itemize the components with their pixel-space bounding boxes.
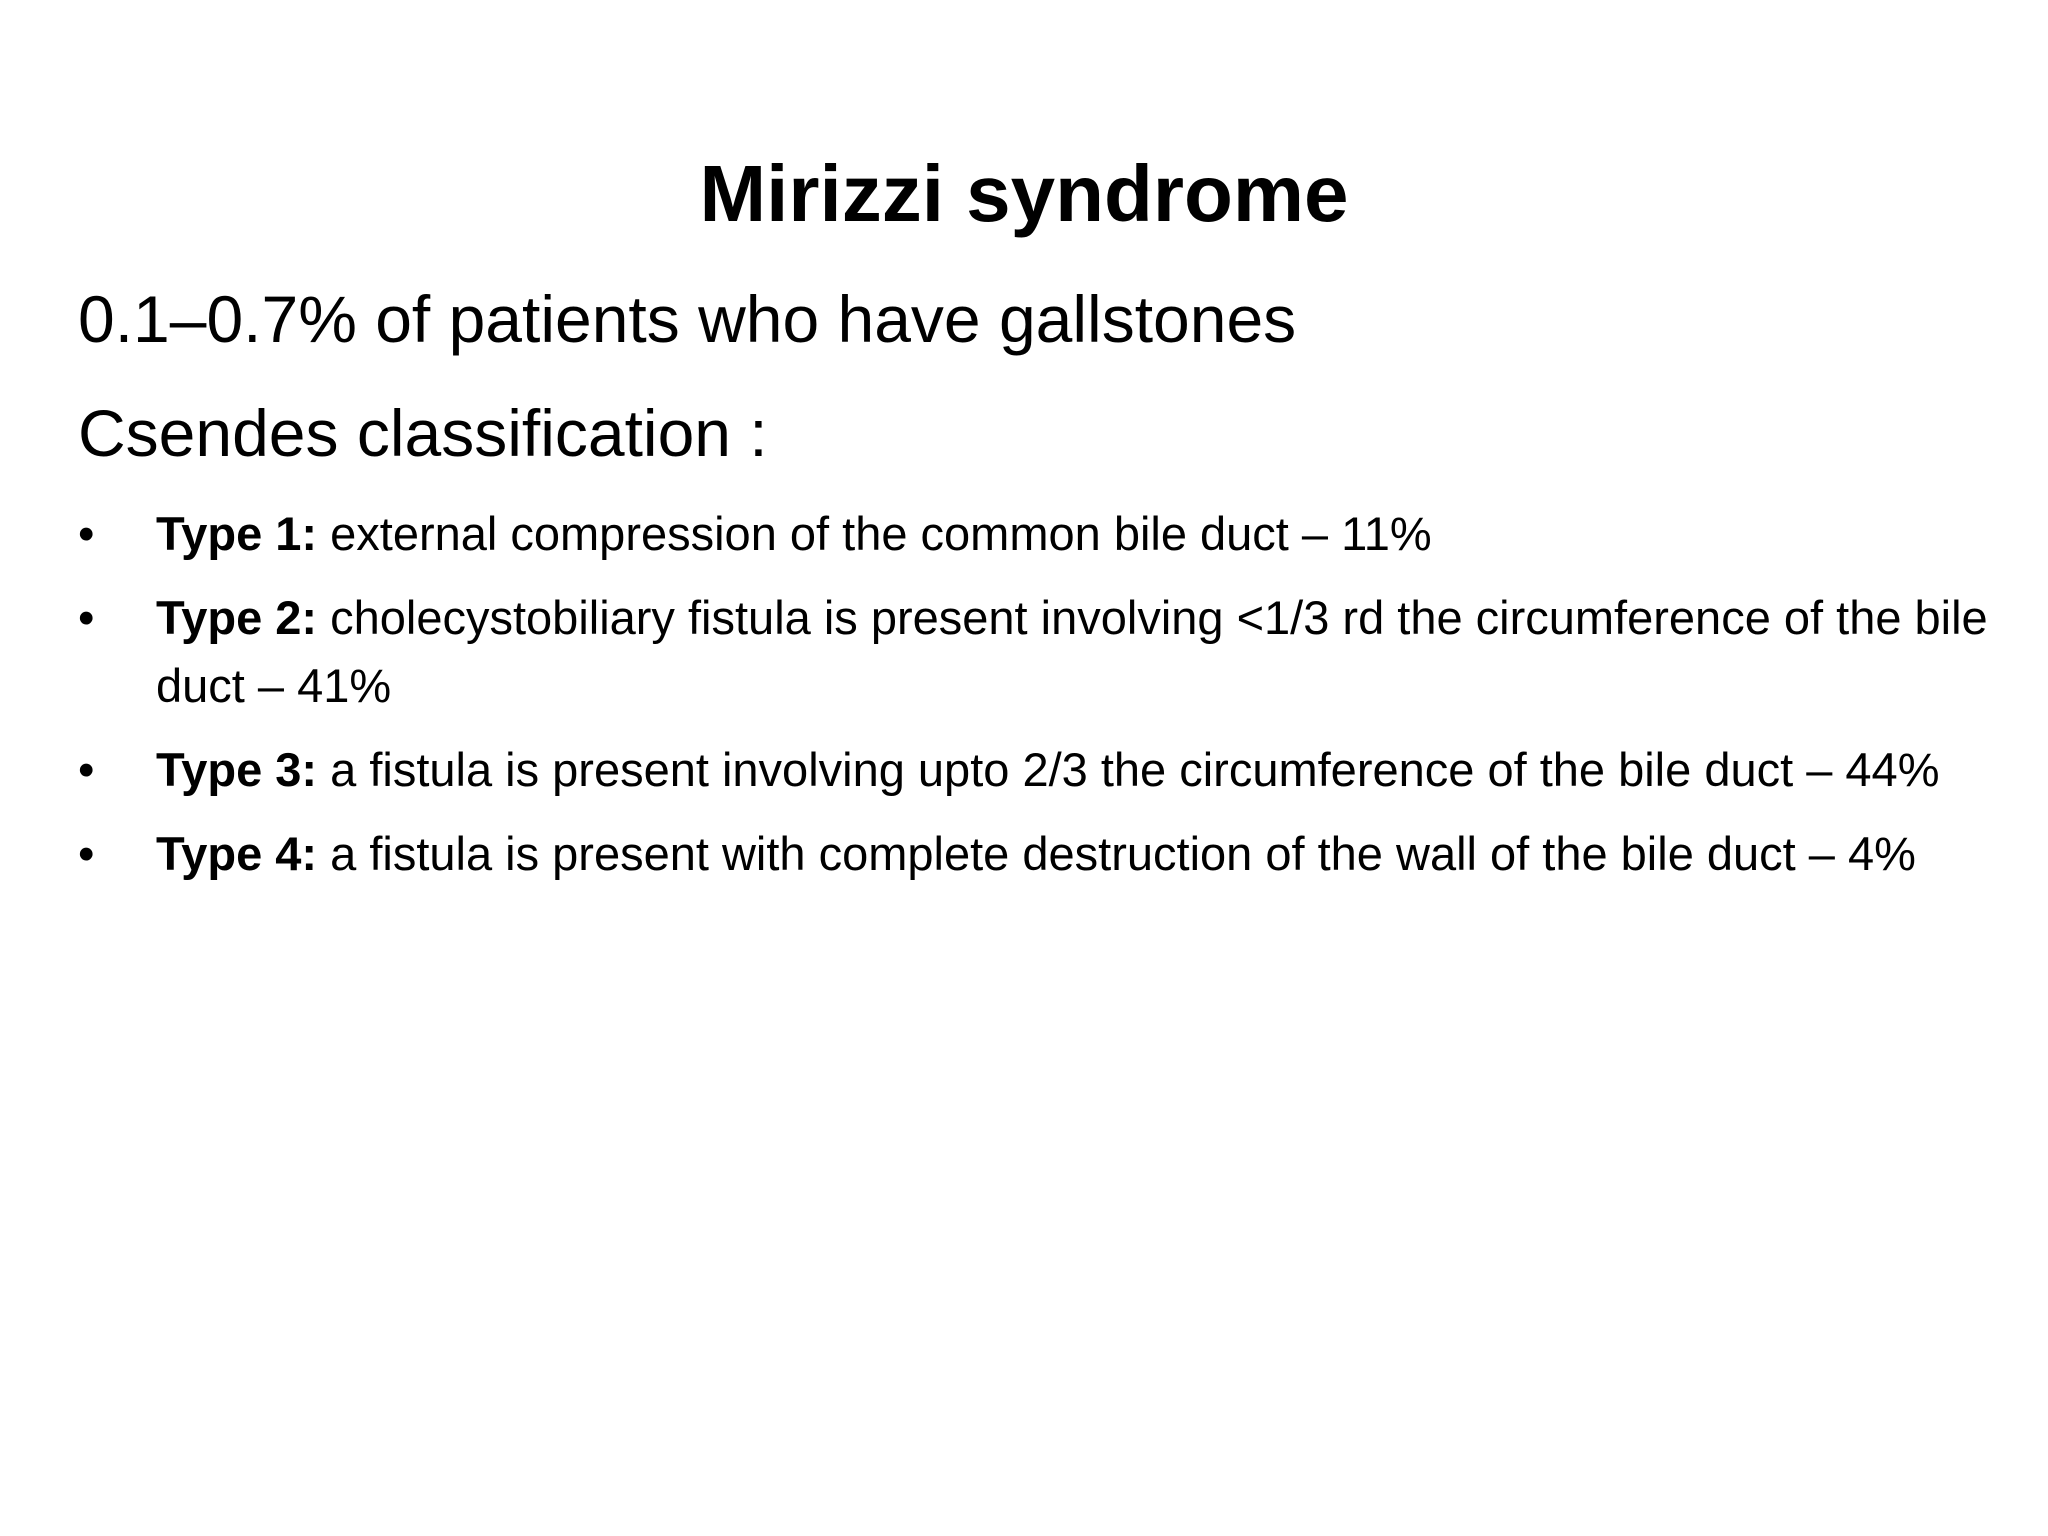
classification-list [78,500,2008,904]
bullet-icon: • [78,507,95,560]
bullet-icon: • [78,743,95,796]
list-item-type-1 [78,500,2008,568]
type-label: Type 2: [156,591,318,644]
list-item-type-3 [78,736,2008,804]
classification-heading: Csendes classification : [78,396,768,470]
type-description: external compression of the common bile duct – 11% [317,507,1432,560]
type-description: a fistula is present involving upto 2/3 the circumference of the bile duct – 44% [317,743,1940,796]
type-description: cholecystobiliary fistula is present involving <1/3 rd the circumference of the bile duct – 41% [156,591,1988,712]
type-description: a fistula is present with complete destruction of the wall of the bile duct – 4% [317,827,1916,880]
type-label: Type 3: [156,743,318,796]
type-label: Type 4: [156,827,318,880]
incidence-line: 0.1–0.7% of patients who have gallstones [78,282,1297,356]
slide-title: Mirizzi syndrome [699,149,1349,238]
list-item-type-2 [78,584,2008,720]
list-item-type-4 [78,820,2008,888]
bullet-icon: • [78,591,95,644]
type-label: Type 1: [156,507,318,560]
bullet-icon: • [78,827,95,880]
